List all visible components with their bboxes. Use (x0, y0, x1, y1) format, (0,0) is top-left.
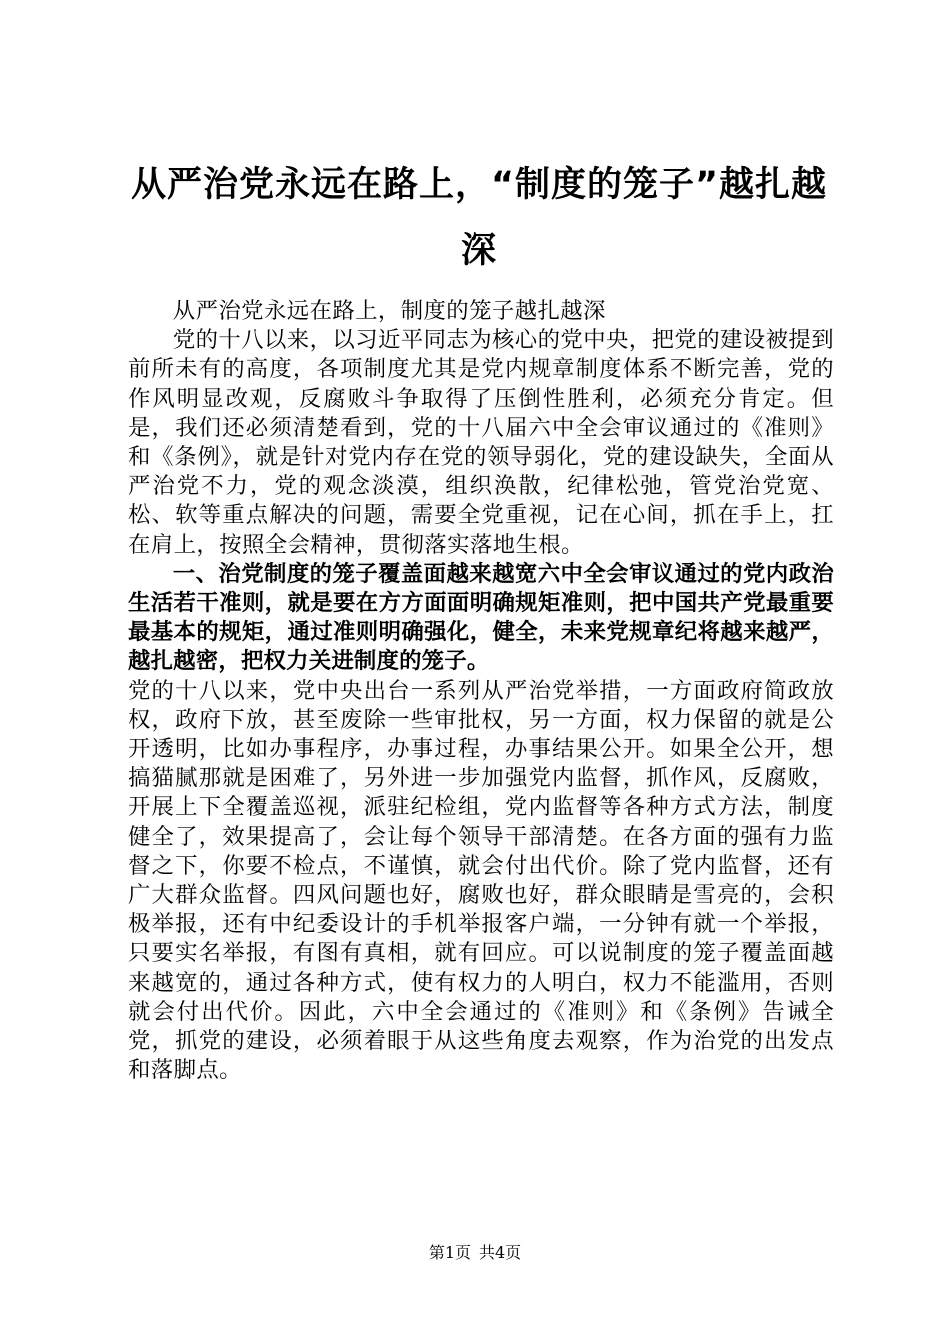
page-footer (0, 1243, 950, 1263)
subtitle-paragraph: 从严治党永远在路上，制度的笼子越扎越深 (172, 298, 606, 324)
page-number: 第1页 (428, 1243, 471, 1262)
section-body-paragraph: 党的十八以来，党中央出台一系列从严治党举措，一方面政府简政放权，政府下放，甚至废除一些审批权，另一方面，权力保留的就是公开透明，比如办事程序，办事过程，办事结果公开。如果全公开，想搞猫腻那就是困难了，另外进一步加强党内监督，抓作风，反腐败，开展上下全覆盖巡视，派驻纪检组，党内监督等各种方式方法，制度健全了，效果提高了，会让每个领导干部清楚。在各方面的强有力监督之下，你要不检点，不谨慎，就会付出代价。除了党内监督，还有广大群众监督。四风问题也好，腐败也好，群众眼睛是雪亮的，会积极举报，还有中纪委设计的手机举报客户端，一分钟有就一个举报，只要实名举报，有图有真相，就有回应。可以说制度的笼子覆盖面越来越宽的，通过各种方式，使有权力的人明白，权力不能滥用，否则就会付出代价。因此，六中全会通过的《准则》和《条例》告诫全党，抓党的建设，必须着眼于从这些角度去观察，作为治党的出发点和落脚点。 (128, 677, 834, 1084)
intro-paragraph: 党的十八以来，以习近平同志为核心的党中央，把党的建设被提到前所未有的高度，各项制度尤其是党内规章制度体系不断完善，党的作风明显改观，反腐败斗争取得了压倒性胜利，必须充分肯定。但是，我们还必须清楚看到，党的十八届六中全会审议通过的《准则》和《条例》，就是针对党内存在党的领导弱化，党的建设缺失，全面从严治党不力，党的观念淡漠，组织涣散，纪律松弛，管党治党宽、松、软等重点解决的问题，需要全党重视，记在心间，抓在手上，扛在肩上，按照全会精神，贯彻落实落地生根。 (128, 327, 834, 558)
page-total: 共4页 (479, 1243, 522, 1262)
document-title: 从严治党永远在路上，“制度的笼子”越扎越深 (130, 165, 827, 271)
section-heading-paragraph: 一、治党制度的笼子覆盖面越来越宽六中全会审议通过的党内政治生活若干准则，就是要在方方面面明确规矩准则，把中国共产党最重要最基本的规矩，通过准则明确强化，健全，未来党规章纪将越来越严，越扎越密，把权力关进制度的笼子。 (128, 560, 834, 675)
document-body (128, 297, 834, 1085)
